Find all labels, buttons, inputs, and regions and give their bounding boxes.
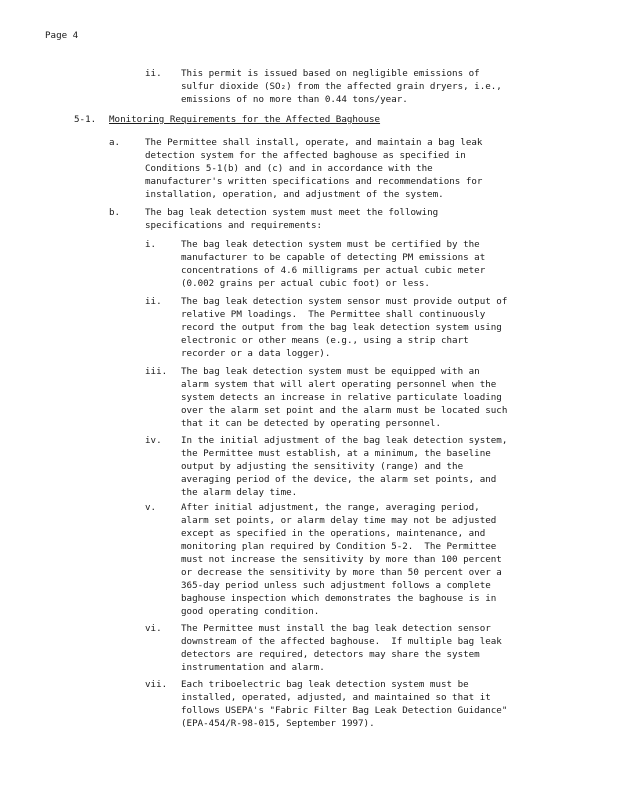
intro-item-line: This permit is issued based on negligible emissions of: [181, 68, 480, 79]
subitem-line: good operating condition.: [181, 606, 320, 617]
subitem-line: electronic or other means (e.g., using a strip chart: [181, 335, 469, 346]
subitem-line: system detects an increase in relative particulate loading: [181, 392, 502, 403]
subitem-line: must not increase the sensitivity by more than 100 percent: [181, 554, 502, 565]
subitem-line: concentrations of 4.6 milligrams per actual cubic meter: [181, 265, 486, 276]
subitem-line: 365-day period unless such adjustment follows a complete: [181, 580, 491, 591]
item-a-line: detection system for the affected baghouse as specified in: [145, 150, 466, 161]
subitem-line: follows USEPA's "Fabric Filter Bag Leak Detection Guidance": [181, 705, 508, 716]
subitem-line: downstream of the affected baghouse. If multiple bag leak: [181, 636, 502, 647]
subitem-line: installed, operated, adjusted, and maintained so that it: [181, 692, 491, 703]
subitem-number: iv.: [145, 435, 162, 446]
subitem-line: except as specified in the operations, maintenance, and: [181, 528, 486, 539]
subitem-line: monitoring plan required by Condition 5-2. The Permittee: [181, 541, 497, 552]
subitem-line: alarm system that will alert operating personnel when the: [181, 379, 497, 390]
subitem-line: the Permittee must establish, at a minimum, the baseline: [181, 448, 491, 459]
subitem-line: that it can be detected by operating personnel.: [181, 418, 441, 429]
intro-item-line: sulfur dioxide (SO₂) from the affected grain dryers, i.e.,: [181, 81, 502, 92]
subitem-line: alarm set points, or alarm delay time may not be adjusted: [181, 515, 497, 526]
subitem-line: The bag leak detection system must be certified by the: [181, 239, 480, 250]
subitem-number: iii.: [145, 366, 168, 377]
item-a-line: The Permittee shall install, operate, and maintain a bag leak: [145, 137, 483, 148]
subitem-line: detectors are required, detectors may share the system: [181, 649, 480, 660]
subitem-line: the alarm delay time.: [181, 487, 298, 498]
item-b-line: specifications and requirements:: [145, 220, 323, 231]
subitem-line: (0.002 grains per actual cubic foot) or less.: [181, 278, 430, 289]
section-number: 5-1.: [74, 114, 97, 125]
subitem-line: averaging period of the device, the alarm set points, and: [181, 474, 497, 485]
subitem-number: vii.: [145, 679, 168, 690]
subitem-line: The bag leak detection system sensor must provide output of: [181, 296, 508, 307]
subitem-line: output by adjusting the sensitivity (range) and the: [181, 461, 464, 472]
subitem-line: After initial adjustment, the range, averaging period,: [181, 502, 480, 513]
item-a-line: installation, operation, and adjustment of the system.: [145, 189, 444, 200]
subitem-line: The bag leak detection system must be equipped with an: [181, 366, 480, 377]
subitem-line: over the alarm set point and the alarm must be located such: [181, 405, 508, 416]
subitem-number: vi.: [145, 623, 162, 634]
subitem-line: relative PM loadings. The Permittee shall continuously: [181, 309, 486, 320]
item-a-line: Conditions 5-1(b) and (c) and in accordance with the: [145, 163, 433, 174]
subitem-line: manufacturer to be capable of detecting PM emissions at: [181, 252, 486, 263]
subitem-line: Each triboelectric bag leak detection system must be: [181, 679, 469, 690]
subitem-number: i.: [145, 239, 157, 250]
subitem-number: v.: [145, 502, 157, 513]
section-title: Monitoring Requirements for the Affected Baghouse: [109, 114, 381, 125]
subitem-line: record the output from the bag leak detection system using: [181, 322, 502, 333]
item-b-line: The bag leak detection system must meet the following: [145, 207, 439, 218]
page-number: Page 4: [45, 30, 79, 41]
item-b-letter: b.: [109, 207, 121, 218]
item-a-line: manufacturer's written specifications and recommendations for: [145, 176, 483, 187]
intro-item-number: ii.: [145, 68, 162, 79]
subitem-line: recorder or a data logger).: [181, 348, 331, 359]
subitem-line: or decrease the sensitivity by more than 50 percent over a: [181, 567, 502, 578]
subitem-number: ii.: [145, 296, 162, 307]
item-a-letter: a.: [109, 137, 121, 148]
subitem-line: baghouse inspection which demonstrates the baghouse is in: [181, 593, 497, 604]
subitem-line: The Permittee must install the bag leak detection sensor: [181, 623, 491, 634]
subitem-line: instrumentation and alarm.: [181, 662, 325, 673]
intro-item-line: emissions of no more than 0.44 tons/year.: [181, 94, 408, 105]
subitem-line: In the initial adjustment of the bag leak detection system,: [181, 435, 508, 446]
subitem-line: (EPA-454/R-98-015, September 1997).: [181, 718, 375, 729]
